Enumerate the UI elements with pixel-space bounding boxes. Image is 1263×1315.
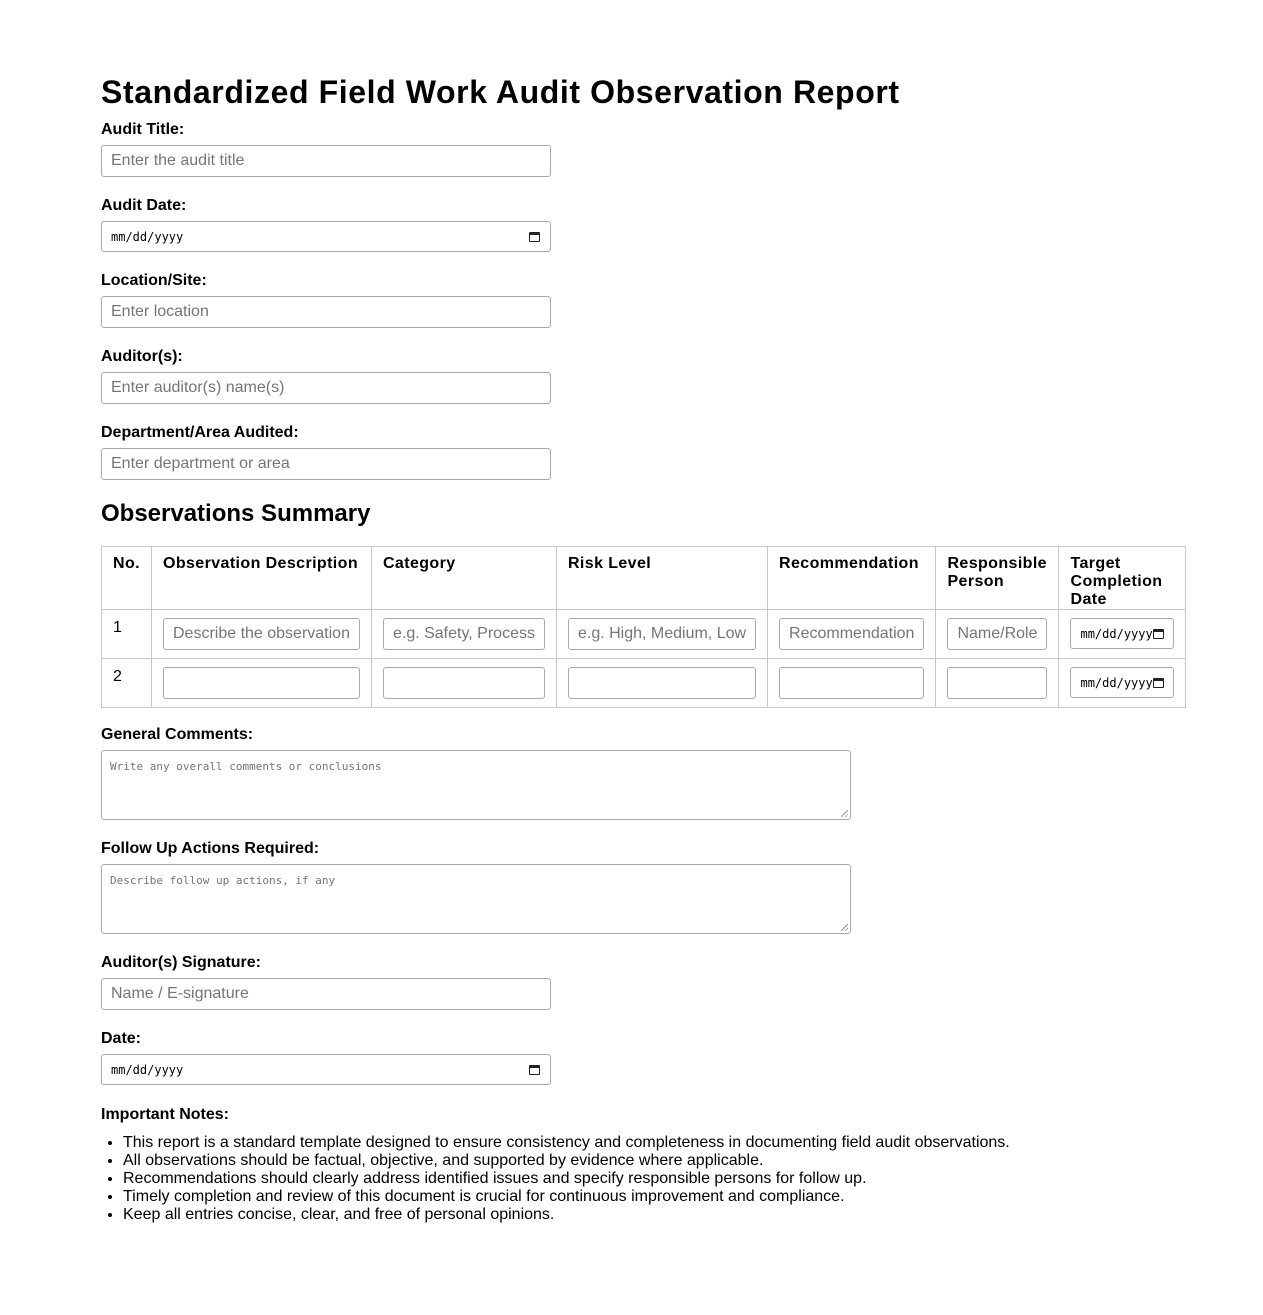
row-number: 2	[113, 668, 122, 685]
comments-field	[101, 726, 253, 744]
row-number: 1	[113, 619, 122, 636]
description-input[interactable]: Describe the observation	[163, 618, 360, 650]
category-cell	[371, 610, 556, 659]
notes-list	[101, 1134, 1123, 1224]
target-date-cell	[1059, 659, 1185, 708]
calendar-icon[interactable]	[529, 1065, 540, 1075]
recommendation-cell	[768, 610, 936, 659]
sign-date-field	[101, 1030, 141, 1048]
responsible-person-input[interactable]: Name/Role	[947, 618, 1047, 650]
column-header-target-date: Target Completion Date	[1059, 547, 1185, 610]
observations-heading: Observations Summary	[101, 500, 371, 527]
responsible-cell	[936, 610, 1059, 659]
comments-textarea[interactable]	[101, 750, 851, 820]
sign-date-label: Date:	[101, 1030, 142, 1047]
column-header-no: No.	[102, 547, 152, 610]
recommendation-cell	[768, 659, 936, 708]
location-field	[101, 272, 207, 290]
column-header-category: Category	[371, 547, 556, 610]
description-cell	[151, 610, 371, 659]
signature-input[interactable]: Name / E-signature	[101, 978, 551, 1010]
department-field	[101, 424, 299, 442]
list-item: • Keep all entries concise, clear, and free of personal opinions.	[123, 1206, 1123, 1224]
resize-grip-icon[interactable]	[841, 810, 848, 817]
target-date-value: mm/dd/yyyy	[1080, 675, 1153, 690]
follow-up-label: Follow Up Actions Required:	[101, 840, 320, 857]
location-label: Location/Site:	[101, 272, 207, 289]
target-date-cell	[1059, 610, 1185, 659]
category-input[interactable]	[383, 667, 545, 699]
signature-label: Auditor(s) Signature:	[101, 954, 261, 971]
column-header-responsible: Responsible Person	[936, 547, 1059, 610]
category-input[interactable]: e.g. Safety, Process	[383, 618, 545, 650]
row-number-cell	[102, 659, 152, 708]
calendar-icon[interactable]	[529, 232, 540, 242]
risk-level-input[interactable]: e.g. High, Medium, Low	[568, 618, 756, 650]
target-date-input[interactable]	[1070, 667, 1173, 698]
row-number-cell	[102, 610, 152, 659]
follow-up-field	[101, 840, 319, 858]
notes-heading: Important Notes:	[101, 1106, 229, 1123]
responsible-person-input[interactable]	[947, 667, 1047, 699]
department-input[interactable]: Enter department or area	[101, 448, 551, 480]
audit-title-input[interactable]: Enter the audit title	[101, 145, 551, 177]
location-input[interactable]: Enter location	[101, 296, 551, 328]
recommendation-input[interactable]: Recommendation	[779, 618, 924, 650]
audit-title-label: Audit Title:	[101, 121, 185, 138]
target-date-value: mm/dd/yyyy	[1080, 626, 1153, 641]
risk-cell	[556, 610, 767, 659]
risk-level-input[interactable]	[568, 667, 756, 699]
page-title: Standardized Field Work Audit Observation Report	[101, 74, 900, 110]
auditors-field	[101, 348, 183, 366]
list-item: • Recommendations should clearly address identified issues and specify responsible persons for follow up.	[123, 1170, 1123, 1188]
column-header-recommendation: Recommendation	[768, 547, 936, 610]
responsible-cell	[936, 659, 1059, 708]
resize-grip-icon[interactable]	[841, 924, 848, 931]
column-header-description: Observation Description	[151, 547, 371, 610]
column-header-risk: Risk Level	[556, 547, 767, 610]
category-cell	[371, 659, 556, 708]
audit-date-value: mm/dd/yyyy	[111, 229, 184, 244]
target-date-input[interactable]	[1070, 618, 1173, 649]
list-item: • This report is a standard template designed to ensure consistency and completeness in documenting field audit observations.	[123, 1134, 1123, 1152]
sign-date-input[interactable]	[101, 1054, 551, 1085]
risk-cell	[556, 659, 767, 708]
auditors-label: Auditor(s):	[101, 348, 183, 365]
follow-up-placeholder: Describe follow up actions, if any	[110, 874, 336, 887]
auditors-input[interactable]: Enter auditor(s) name(s)	[101, 372, 551, 404]
follow-up-textarea[interactable]	[101, 864, 851, 934]
table-row	[102, 610, 1186, 659]
audit-date-field	[101, 197, 186, 215]
audit-date-label: Audit Date:	[101, 197, 187, 214]
signature-field	[101, 954, 261, 972]
list-item: • All observations should be factual, objective, and supported by evidence where applicable.	[123, 1152, 1123, 1170]
comments-label: General Comments:	[101, 726, 254, 743]
observations-table	[101, 546, 1186, 708]
table-row	[102, 659, 1186, 708]
calendar-icon[interactable]	[1153, 629, 1164, 639]
description-cell	[151, 659, 371, 708]
audit-date-input[interactable]	[101, 221, 551, 252]
recommendation-input[interactable]	[779, 667, 924, 699]
description-input[interactable]	[163, 667, 360, 699]
sign-date-value: mm/dd/yyyy	[111, 1062, 184, 1077]
comments-placeholder: Write any overall comments or conclusions	[110, 760, 382, 773]
list-item: • Timely completion and review of this document is crucial for continuous improvement and compliance.	[123, 1188, 1123, 1206]
department-label: Department/Area Audited:	[101, 424, 299, 441]
audit-title-field	[101, 121, 184, 139]
table-header-row	[102, 547, 1186, 610]
calendar-icon[interactable]	[1153, 678, 1164, 688]
